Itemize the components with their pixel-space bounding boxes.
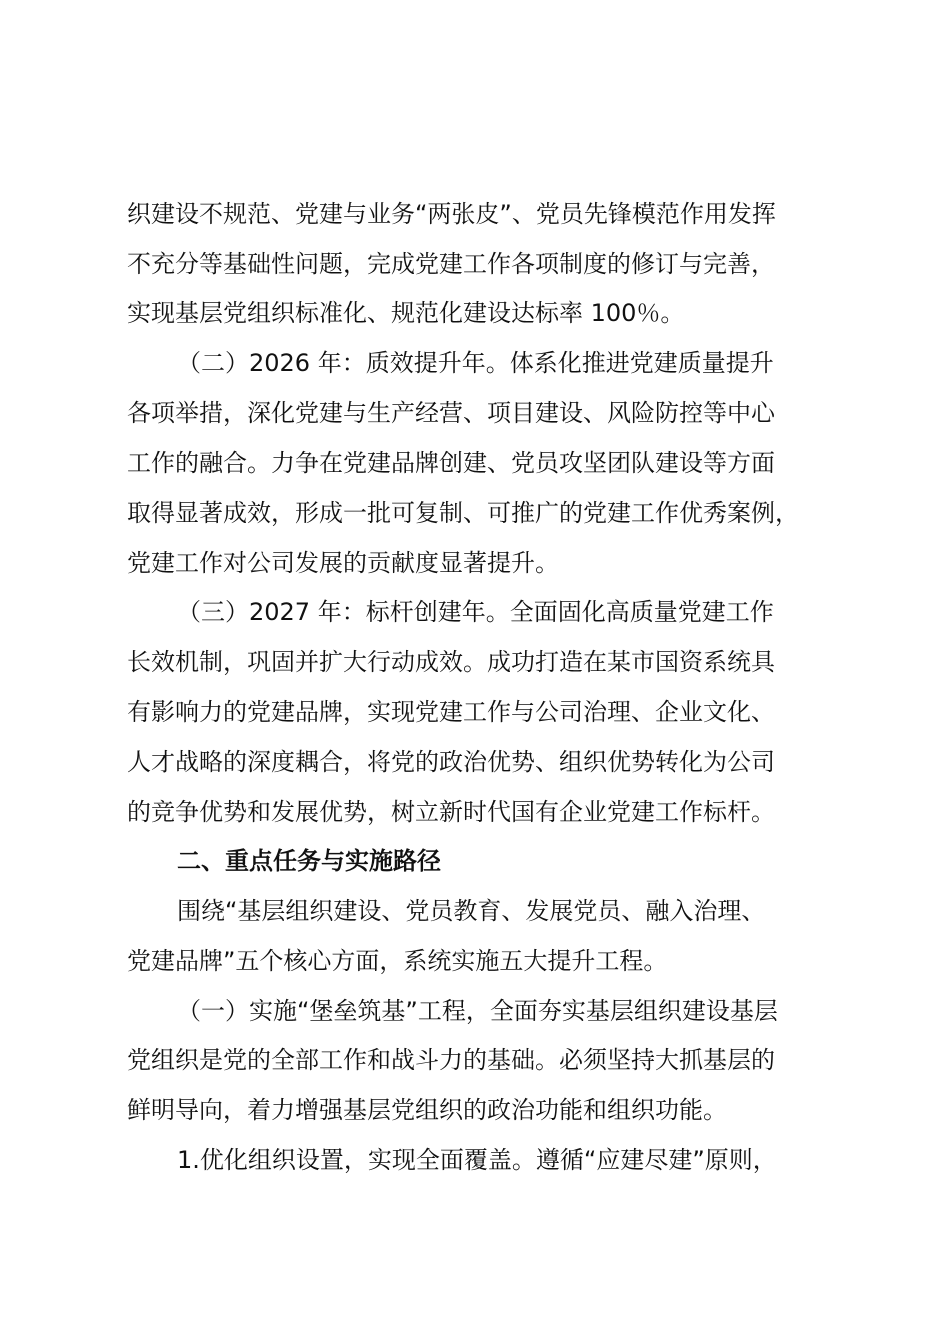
subsection-heading-fortress: （一）实施“堡垒筑基”工程，全面夯实基层组织建设基层 xyxy=(177,997,778,1025)
text-line-19: 鲜明导向，着力增强基层党组织的政治功能和组织功能。 xyxy=(127,1096,727,1124)
text-line-16: 党建品牌”五个核心方面，系统实施五大提升工程。 xyxy=(127,947,668,975)
text-line-1: 织建设不规范、党建与业务“两张皮”、党员先锋模范作用发挥 xyxy=(127,200,776,228)
section-2026-heading-line: （二）2026 年：质效提升年。体系化推进党建质量提升 xyxy=(177,349,774,377)
text-line-12: 人才战略的深度耦合，将党的政治优势、组织优势转化为公司 xyxy=(127,748,775,776)
text-line-2: 不充分等基础性问题，完成党建工作各项制度的修订与完善， xyxy=(127,250,775,278)
text-line-7: 取得显著成效，形成一批可复制、可推广的党建工作优秀案例， xyxy=(127,499,799,527)
text-line-11: 有影响力的党建品牌，实现党建工作与公司治理、企业文化、 xyxy=(127,698,775,726)
text-line-6: 工作的融合。力争在党建品牌创建、党员攻坚团队建设等方面 xyxy=(127,449,775,477)
text-line-10: 长效机制，巩固并扩大行动成效。成功打造在某市国资系统具 xyxy=(127,648,775,676)
section-2027-heading-line: （三）2027 年：标杆创建年。全面固化高质量党建工作 xyxy=(177,598,774,626)
text-line-8: 党建工作对公司发展的贡献度显著提升。 xyxy=(127,549,559,577)
section-heading-key-tasks: 二、重点任务与实施路径 xyxy=(177,847,441,875)
text-line-13: 的竞争优势和发展优势，树立新时代国有企业党建工作标杆。 xyxy=(127,798,775,826)
text-line-5: 各项举措，深化党建与生产经营、项目建设、风险防控等中心 xyxy=(127,399,775,427)
item-1-line: 1.优化组织设置，实现全面覆盖。遵循“应建尽建”原则， xyxy=(177,1146,777,1174)
text-line-18: 党组织是党的全部工作和战斗力的基础。必须坚持大抓基层的 xyxy=(127,1046,775,1074)
text-line-15: 围绕“基层组织建设、党员教育、发展党员、融入治理、 xyxy=(177,897,766,925)
text-line-3: 实现基层党组织标准化、规范化建设达标率 100％。 xyxy=(127,299,685,327)
